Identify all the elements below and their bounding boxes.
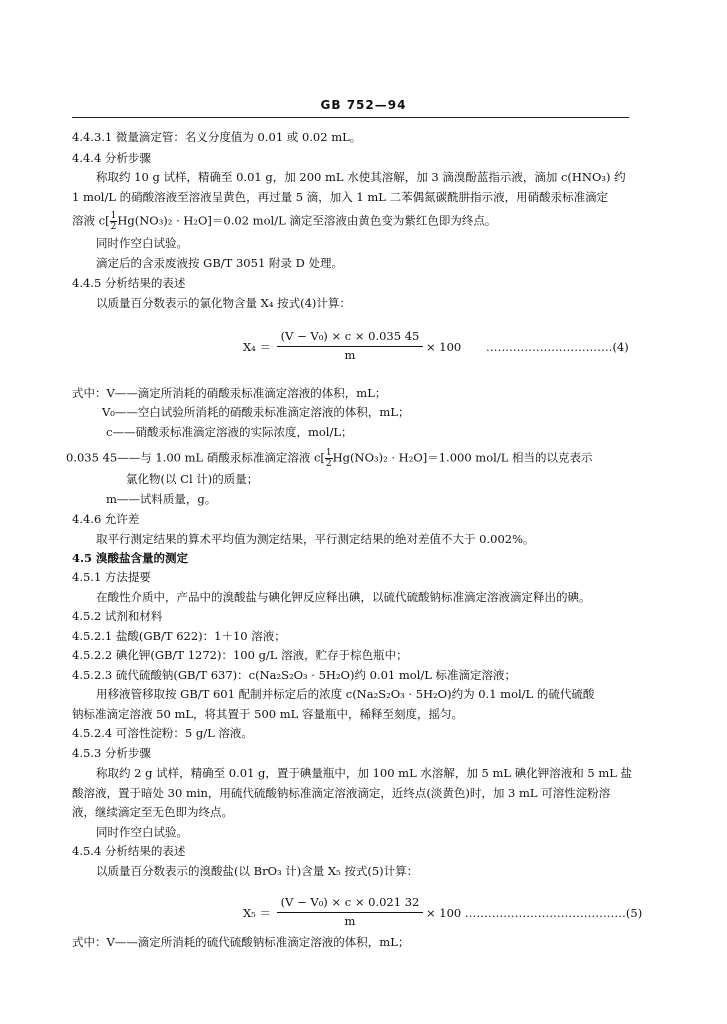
equation-4-lhs: X₄ ＝ [243,340,271,354]
para-4-4-5: 以质量百分数表示的氯化物含量 X₄ 按式(4)计算： [96,296,351,310]
para-4-4-4-line1: 称取约 10 g 试样，精确至 0.01 g，加 200 mL 水使其溶解，加 3 滴溴酚蓝指示液，滴加 c(HNO₃) 约 [96,170,626,184]
equation-4-rhs: × 100 [426,340,462,354]
clause-4-4-3-1: 4.4.3.1 微量滴定管：名义分度值为 0.01 或 0.02 mL。 [72,130,362,144]
clause-4-5-1-title: 4.5.1 方法提要 [72,570,151,584]
header-rule [72,117,629,118]
equation-4-denominator: m [344,348,356,362]
fraction-numerator: 1 [325,448,332,458]
para-4-4-6: 取平行测定结果的算术平均值为测定结果，平行测定结果的绝对差值不大于 0.002%。 [96,532,535,546]
text-segment: 0.035 45——与 1.00 mL 硝酸汞标准滴定溶液 c[ [66,450,325,465]
para-4-5-2-3-line1: 用移液管移取按 GB/T 601 配制并标定后的浓度 c(Na₂S₂O₃ · 5H₂O)约为 0.1 mol/L 的硫代硫酸 [96,687,595,701]
clause-4-4-5-title: 4.4.5 分析结果的表述 [72,276,186,290]
equation-5-lhs: X₅ ＝ [243,906,271,920]
clause-4-5-2-1: 4.5.2.1 盐酸(GB/T 622)：1＋10 溶液； [72,629,286,643]
clause-4-5-2-title: 4.5.2 试剂和材料 [72,609,163,623]
para-4-5-3-line3: 液，继续滴定至无色即为终点。 [72,805,233,819]
para-4-5-4: 以质量百分数表示的溴酸盐(以 BrO₃ 计)含量 X₅ 按式(5)计算： [96,864,419,878]
text-segment: Hg(NO₃)₂ · H₂O]＝1.000 mol/L 相当的以克表示 [332,450,593,465]
para-4-4-4-line3 [72,211,496,232]
clause-4-4-6-title: 4.4.6 允许差 [72,512,140,526]
fraction-numerator: 1 [110,211,117,221]
equation-4-fraction-bar [277,346,423,347]
para-4-5-3-line1: 称取约 2 g 试样，精确至 0.01 g，置于碘量瓶中，加 100 mL 水溶解，加 5 mL 碘化钾溶液和 5 mL 盐 [96,766,633,780]
para-4-5-3-line2: 酸溶液，置于暗处 30 min，用硫代硫酸钠标准滴定溶液滴定，近终点(淡黄色)时，加 3 mL 可溶性淀粉溶 [72,786,611,800]
fraction-denominator: 2 [325,459,332,469]
para-4-5-2-3-line2: 钠标准滴定溶液 50 mL，将其置于 500 mL 容量瓶中，稀释至刻度，摇匀。 [72,707,463,721]
clause-4-5-2-4: 4.5.2.4 可溶性淀粉：5 g/L 溶液。 [72,726,253,740]
para-4-5-3-blank: 同时作空白试验。 [96,825,188,839]
text-segment: 溶液 c[ [72,213,110,228]
clause-4-4-4-title: 4.4.4 分析步骤 [72,151,151,165]
standard-header: GB 752—94 [320,98,407,112]
fraction-denominator: 2 [110,222,117,232]
equation-5-denominator: m [344,914,356,928]
para-4-5-1: 在酸性介质中，产品中的溴酸盐与碘化钾反应释出碘，以硫代硫酸钠标准滴定溶液滴定释出的碘。 [96,590,591,604]
equation-5-rhs: × 100 ……………………………………(5) [426,906,643,920]
where-v0: V₀——空白试验所消耗的硝酸汞标准滴定溶液的体积，mL； [102,405,410,419]
clause-4-5-3-title: 4.5.3 分析步骤 [72,746,151,760]
text-segment: Hg(NO₃)₂ · H₂O]＝0.02 mol/L 滴定至溶液由黄色变为紫红色即为终点。 [117,213,497,228]
clause-4-5-title: 4.5 溴酸盐含量的测定 [72,551,189,565]
where-v-eq5: 式中：V——滴定所消耗的硫代硫酸钠标准滴定溶液的体积，mL； [72,935,410,949]
fraction-half [325,448,333,469]
para-4-4-4-blank: 同时作空白试验。 [96,236,188,250]
equation-5-fraction-bar [277,912,423,913]
where-constant-cont: 氯化物(以 Cl 计)的质量； [126,472,259,486]
where-constant [66,448,593,469]
equation-4-number: ……………………………(4) [486,340,629,354]
clause-4-5-4-title: 4.5.4 分析结果的表述 [72,844,186,858]
para-4-4-4-waste: 滴定后的含汞废液按 GB/T 3051 附录 D 处理。 [96,256,343,270]
where-m: m——试料质量，g。 [106,492,217,506]
clause-4-5-2-2: 4.5.2.2 碘化钾(GB/T 1272)：100 g/L 溶液，贮存于棕色瓶中； [72,648,408,662]
where-c: c——硝酸汞标准滴定溶液的实际浓度，mol/L； [106,425,353,439]
equation-5-numerator: (V − V₀) × c × 0.021 32 [280,895,420,909]
equation-4-numerator: (V − V₀) × c × 0.035 45 [280,329,420,343]
where-v: 式中：V——滴定所消耗的硝酸汞标准滴定溶液的体积，mL； [72,386,387,400]
clause-4-5-2-3: 4.5.2.3 硫代硫酸钠(GB/T 637)：c(Na₂S₂O₃ · 5H₂O)约 0.01 mol/L 标准滴定溶液； [72,668,517,682]
para-4-4-4-line2: 1 mol/L 的硝酸溶液至溶液呈黄色，再过量 5 滴，加入 1 mL 二苯偶氮碳酰肼指示液，用硝酸汞标准滴定 [72,190,609,204]
